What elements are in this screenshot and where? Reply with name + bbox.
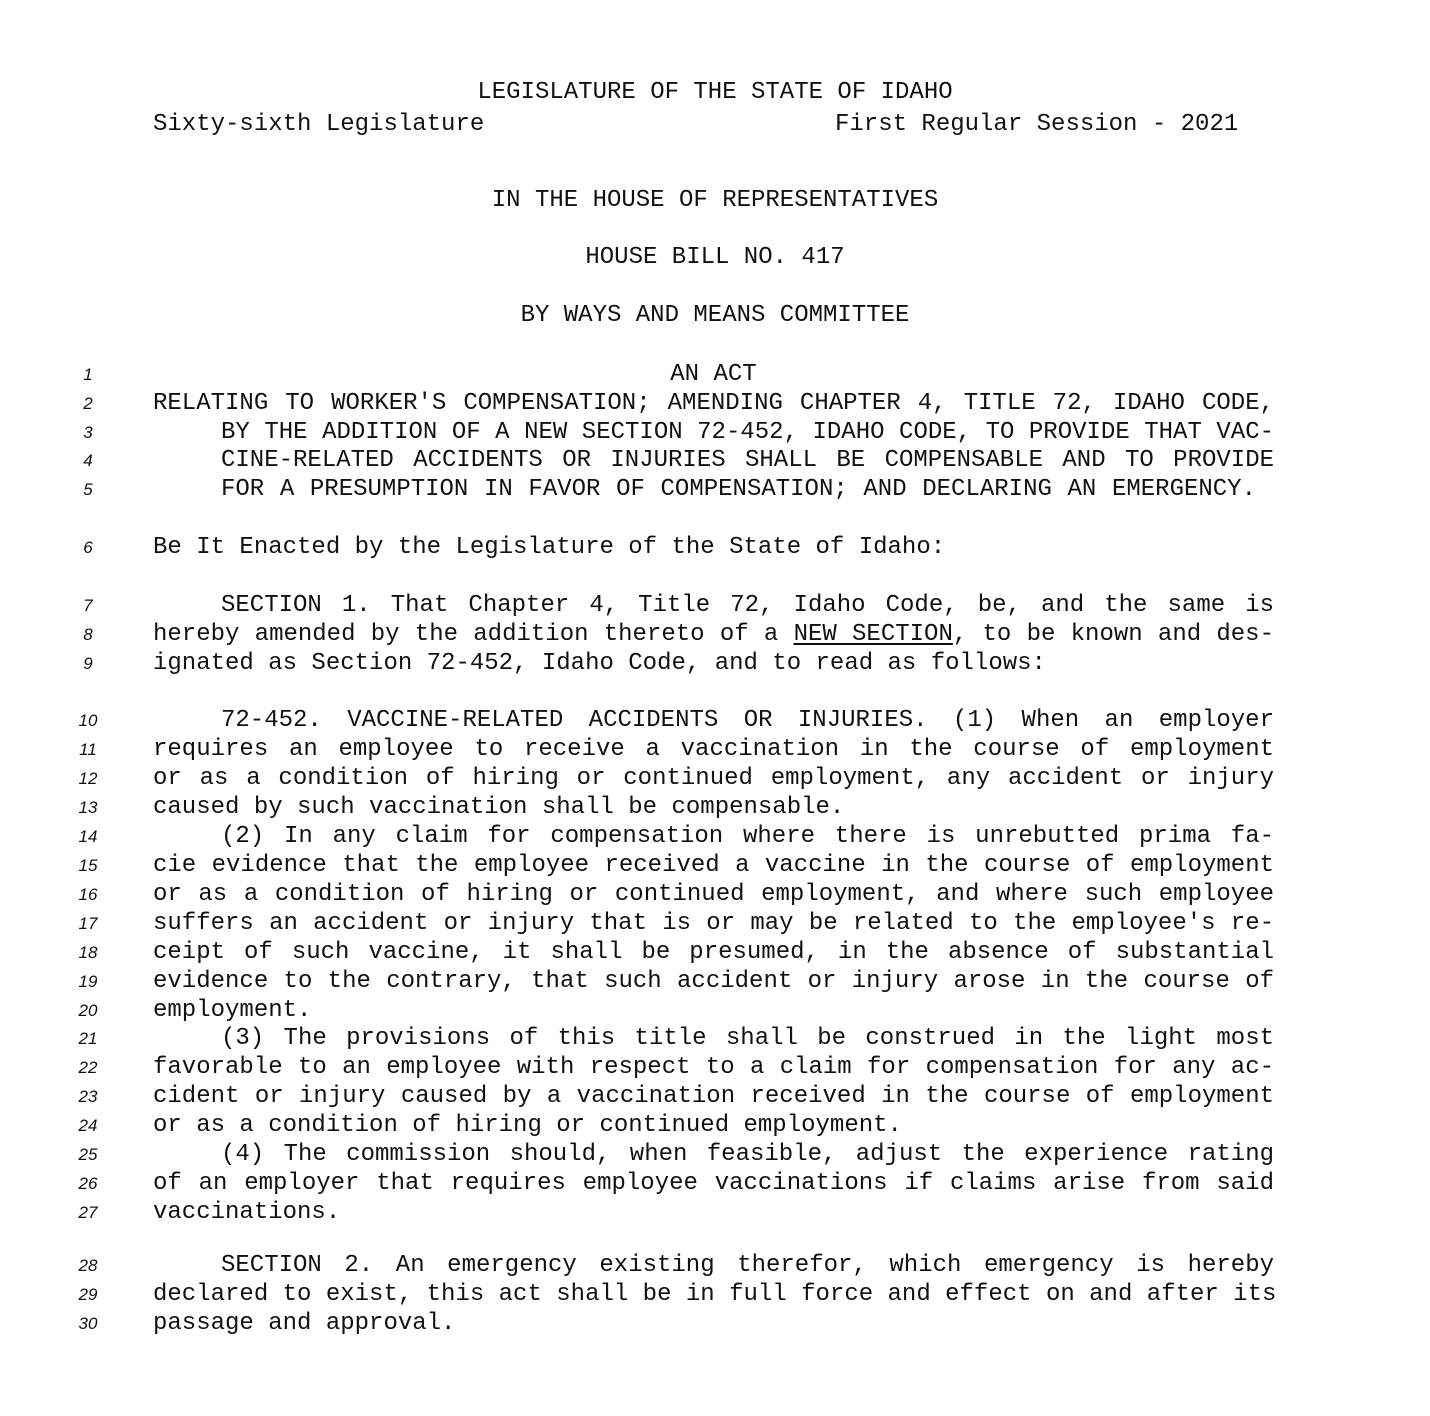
bill-line — [0, 939, 1430, 968]
line-number: 2 — [83, 394, 93, 413]
line-text: evidence to the contrary, that such accident or injury arose in the course of — [153, 968, 1274, 995]
line-text: or as a condition of hiring or continued employment, and where such employee — [153, 881, 1274, 908]
line-number: 7 — [83, 596, 93, 615]
bill-line — [0, 910, 1430, 939]
line-number: 13 — [78, 798, 98, 817]
line-text: 72-452. VACCINE-RELATED ACCIDENTS OR INJURIES. (1) When an employer — [221, 707, 1274, 734]
bill-line — [0, 968, 1430, 997]
line-text: SECTION 1. That Chapter 4, Title 72, Idaho Code, be, and the same is — [221, 592, 1274, 619]
line-number: 20 — [78, 1001, 98, 1020]
line-number: 4 — [83, 451, 93, 470]
bill-line — [0, 997, 1430, 1026]
line-text: cident or injury caused by a vaccination received in the course of employment — [153, 1083, 1274, 1110]
bill-line — [0, 621, 1430, 650]
chamber-heading: IN THE HOUSE OF REPRESENTATIVES — [491, 187, 939, 214]
bill-line — [0, 765, 1430, 794]
line-number: 25 — [78, 1145, 98, 1164]
line-number: 5 — [83, 480, 93, 499]
line-text: caused by such vaccination shall be compensable. — [153, 794, 845, 821]
bill-line — [0, 794, 1430, 823]
line-number: 11 — [79, 740, 97, 759]
line-number: 16 — [78, 885, 98, 904]
line-number: 17 — [78, 914, 98, 933]
bill-line — [0, 736, 1430, 765]
line-text: FOR A PRESUMPTION IN FAVOR OF COMPENSATION; AND DECLARING AN EMERGENCY. — [221, 476, 1256, 503]
bill-line — [0, 650, 1430, 679]
line-text: (2) In any claim for compensation where there is unrebutted prima fa- — [221, 823, 1274, 850]
text-segment: hereby amended by the addition thereto of a — [153, 621, 779, 648]
line-number: 27 — [78, 1203, 98, 1222]
legislature-number: Sixty-sixth Legislature — [153, 111, 485, 138]
sponsor-line: BY WAYS AND MEANS COMMITTEE — [520, 302, 910, 329]
line-text: declared to exist, this act shall be in full force and effect on and after its — [153, 1281, 1277, 1308]
bill-line — [0, 1112, 1430, 1141]
line-number: 28 — [78, 1256, 98, 1275]
bill-line — [0, 1141, 1430, 1170]
bill-line — [0, 476, 1430, 505]
bill-line — [0, 823, 1430, 852]
bill-line — [0, 1083, 1430, 1112]
bill-line — [0, 592, 1430, 621]
bill-line — [0, 1170, 1430, 1199]
line-number: 3 — [83, 423, 93, 442]
line-number: 19 — [78, 972, 98, 991]
line-text: ceipt of such vaccine, it shall be presumed, in the absence of substantial — [153, 939, 1274, 966]
legislature-title: LEGISLATURE OF THE STATE OF IDAHO — [477, 79, 953, 106]
bill-line — [0, 447, 1430, 476]
line-text: SECTION 2. An emergency existing therefor, which emergency is hereby — [221, 1252, 1274, 1279]
line-text: ignated as Section 72-452, Idaho Code, and to read as follows: — [153, 650, 1046, 677]
line-text: vaccinations. — [153, 1199, 341, 1226]
line-text: (3) The provisions of this title shall be construed in the light most — [221, 1025, 1274, 1052]
line-number: 29 — [78, 1285, 98, 1304]
bill-line — [0, 419, 1430, 448]
bill-line — [0, 1199, 1430, 1228]
line-text: requires an employee to receive a vaccination in the course of employment — [153, 736, 1274, 763]
line-number: 10 — [78, 711, 98, 730]
line-number: 12 — [78, 769, 98, 788]
line-number: 18 — [78, 943, 98, 962]
bill-line — [0, 534, 1430, 563]
bill-line — [0, 1054, 1430, 1083]
line-number: 9 — [83, 654, 93, 673]
bill-line — [0, 852, 1430, 881]
line-number: 1 — [83, 365, 93, 384]
enacting-clause: Be It Enacted by the Legislature of the State of Idaho: — [153, 534, 946, 561]
bill-line — [0, 707, 1430, 736]
bill-line — [0, 361, 1430, 390]
line-text: employment. — [153, 997, 312, 1024]
line-text — [153, 621, 1274, 649]
line-number: 23 — [78, 1087, 98, 1106]
new-section-underline: NEW SECTION — [793, 621, 953, 648]
line-text: cie evidence that the employee received a vaccine in the course of employment — [153, 852, 1274, 879]
line-text: BY THE ADDITION OF A NEW SECTION 72-452, IDAHO CODE, TO PROVIDE THAT VAC- — [221, 419, 1274, 446]
line-number: 21 — [78, 1029, 98, 1048]
line-number: 24 — [78, 1116, 98, 1135]
bill-line — [0, 1025, 1430, 1054]
act-heading: AN ACT — [670, 361, 757, 388]
line-number: 26 — [78, 1174, 98, 1193]
line-text: (4) The commission should, when feasible, adjust the experience rating — [221, 1141, 1274, 1168]
bill-line — [0, 1281, 1430, 1310]
line-text: passage and approval. — [153, 1310, 456, 1337]
line-text: or as a condition of hiring or continued employment. — [153, 1112, 902, 1139]
bill-line — [0, 1252, 1430, 1281]
line-number: 6 — [83, 538, 93, 557]
line-number: 30 — [78, 1314, 98, 1333]
bill-line — [0, 881, 1430, 910]
line-number: 8 — [83, 625, 93, 644]
line-text: CINE-RELATED ACCIDENTS OR INJURIES SHALL BE COMPENSABLE AND TO PROVIDE — [221, 447, 1274, 474]
line-text: favorable to an employee with respect to a claim for compensation for any ac- — [153, 1054, 1274, 1081]
line-number: 22 — [78, 1058, 98, 1077]
bill-number: HOUSE BILL NO. 417 — [585, 244, 845, 271]
bill-line — [0, 1310, 1430, 1339]
line-text: suffers an accident or injury that is or may be related to the employee's re- — [153, 910, 1274, 937]
line-text: or as a condition of hiring or continued employment, any accident or injury — [153, 765, 1274, 792]
line-number: 14 — [78, 827, 98, 846]
line-number: 15 — [78, 856, 98, 875]
line-text: of an employer that requires employee vaccinations if claims arise from said — [153, 1170, 1274, 1197]
session-label: First Regular Session - 2021 — [835, 111, 1239, 138]
text-segment: , to be known and des- — [952, 621, 1274, 648]
line-text: RELATING TO WORKER'S COMPENSATION; AMENDING CHAPTER 4, TITLE 72, IDAHO CODE, — [153, 390, 1274, 417]
bill-line — [0, 390, 1430, 419]
